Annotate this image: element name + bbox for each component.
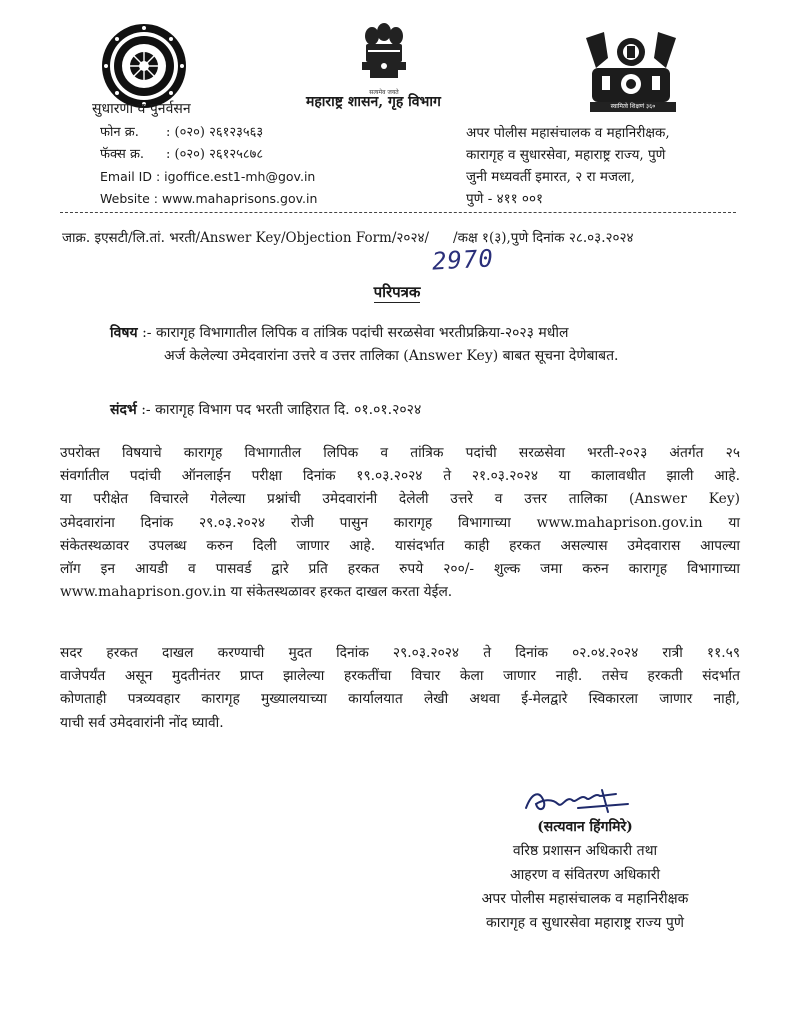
paragraph-line: या परीक्षेत विचारले गेलेल्या प्रश्नांची उमेदवारांनी देलेली उत्तरे व उत्तर तालिका (Answer Key) [60,491,740,508]
signatory-block [420,815,750,935]
reference-block [110,400,421,419]
reference-text: :- कारागृह विभाग पद भरती जाहिरात दि. ०१.०१.२०२४ [141,402,422,418]
contact-block [100,122,317,210]
subject-line-1: :- कारागृह विभागातील लिपिक व तांत्रिक पदांची सरळसेवा भरतीप्रक्रिया-२०२३ मधील [142,325,569,341]
document-title [0,282,794,302]
prison-department-seal-logo [100,22,188,110]
reference-label: संदर्भ [110,402,137,418]
signatory-designation: आहरण व संवितरण अधिकारी [509,867,661,883]
body-paragraph-2 [60,642,740,735]
phone-value: : (०२०) २६१२३५६३ [166,125,264,140]
paragraph-line: संवर्गातील पदांची ऑनलाईन परीक्षा दिनांक १९.०३.२०२४ ते २१.०३.२०२४ या कालावधीत झाली आहे. [60,468,740,485]
emblem-caption: सत्यमेव जयते [369,89,399,96]
paragraph-line: कोणताही पत्रव्यवहार कारागृह मुख्यालयाच्या कार्यालयात लेखी अथवा ई-मेलद्वारे स्विकारला जाणार नाही, [60,691,740,708]
national-emblem-logo [352,20,416,92]
fax-value: : (०२०) २६१२५८७८ [166,147,264,162]
office-address [466,122,670,210]
signatory-designation: अपर पोलीस महासंचालक व महानिरीक्षक [481,891,689,907]
center-department-name: महाराष्ट्र शासन, गृह विभाग [306,94,441,110]
reference-number: जाक्र. इएसटी/लि.तां. भरती/Answer Key/Objection Form/२०२४/ [62,230,430,246]
handwritten-outward-number: 2970 [431,244,495,276]
subject-block [110,322,730,368]
phone-row [100,122,317,144]
left-department-name: सुधारणा व पुनर्वसन [92,101,191,117]
paragraph-line: संकेतस्थळावर उपलब्ध करुन दिली जाणार आहे. यासंदर्भात काही हरकत असल्यास उमेदवारास आपल्या [60,537,740,554]
paragraph-line: सदर हरकत दाखल करण्याची मुदत दिनांक २९.०३.२०२४ ते दिनांक ०२.०४.२०२४ रात्री ११.५९ [60,645,740,661]
address-line: अपर पोलीस महासंचालक व महानिरीक्षक, [466,125,670,141]
body-paragraph-1 [60,442,740,604]
prison-crest-logo [582,28,680,112]
signatory-designation: वरिष्ठ प्रशासन अधिकारी तथा [512,843,658,859]
crest-caption: स्वामित्वे शिक्षणं ३६० [590,102,676,112]
address-line: जुनी मध्यवर्ती इमारत, २ रा मजला, [466,169,635,185]
paragraph-line: उपरोक्त विषयाचे कारागृह विभागातील लिपिक व तांत्रिक पदांची सरळसेवा भरती-२०२३ अंतर्गत २५ [60,445,740,461]
signatory-name: (सत्यवान हिंगमिरे) [537,819,633,835]
subject-label: विषय [110,325,138,341]
reference-number-line [62,228,634,246]
fax-label: फॅक्स क्र. [100,147,145,162]
address-line: कारागृह व सुधारसेवा, महाराष्ट्र राज्य, पुणे [466,147,666,163]
paragraph-line: www.mahaprison.gov.in या संकेतस्थळावर हरकत दाखल करता येईल. [60,584,453,601]
subject-line-2: अर्ज केलेल्या उमेदवारांना उत्तरे व उत्तर तालिका (Answer Key) बाबत सूचना देणेबाबत. [164,348,619,364]
header-divider [60,212,736,213]
document-title-text: परिपत्रक [373,283,421,301]
fax-row [100,144,317,166]
website-row: Website : www.mahaprisons.gov.in [100,191,318,206]
paragraph-line: याची सर्व उमेदवारांनी नोंद घ्यावी. [60,714,224,731]
paragraph-line: वाजेपर्यंत असून मुदतीनंतर प्राप्त झालेल्या हरकतींचा विचार केला जाणार नाही. तसेच हरकती संदर्भात [60,668,740,685]
section-and-date: /कक्ष १(३),पुणे दिनांक २८.०३.२०२४ [453,230,634,246]
signatory-designation: कारागृह व सुधारसेवा महाराष्ट्र राज्य पुणे [486,915,684,931]
email-row: Email ID : igoffice.est1-mh@gov.in [100,169,316,184]
paragraph-line: उमेदवारांना दिनांक २९.०३.२०२४ रोजी पासुन कारागृह विभागाच्या www.mahaprison.gov.in या [60,514,740,531]
address-line: पुणे - ४११ ००१ [466,191,543,207]
phone-label: फोन क्र. [100,125,139,140]
paragraph-line: लॉग इन आयडी व पासवर्ड द्वारे प्रति हरकत रुपये २००/- शुल्क जमा करुन कारागृह विभागाच्या [60,561,740,578]
